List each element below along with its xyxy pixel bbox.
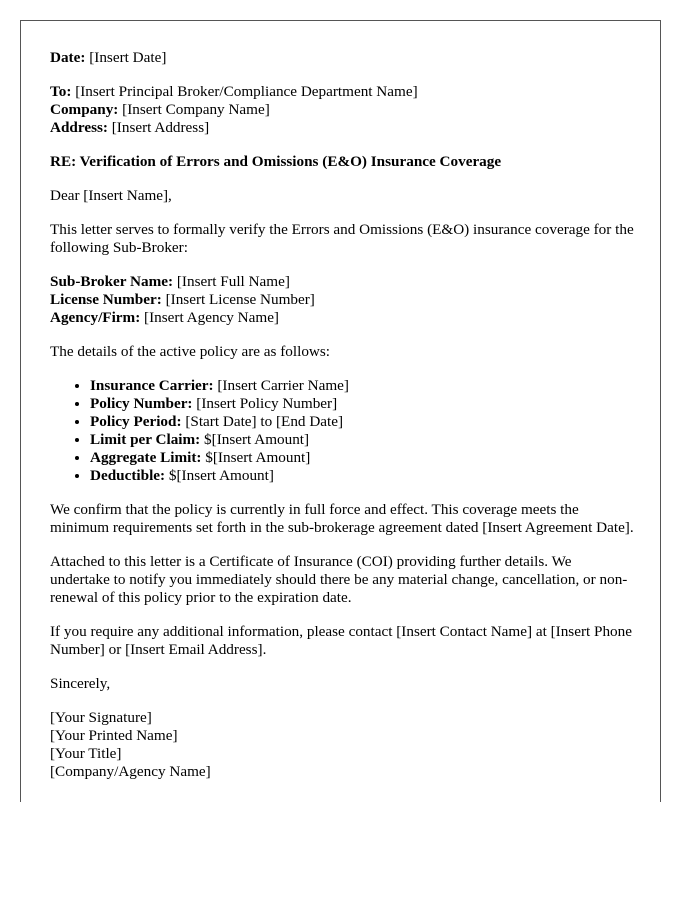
recipient-block xyxy=(50,83,635,137)
item-label: Policy Number: xyxy=(90,395,193,412)
date-line xyxy=(50,49,635,67)
item-value: $[Insert Amount] xyxy=(168,467,274,484)
printed-name-line: [Your Printed Name] xyxy=(50,727,178,744)
item-value: [Insert Carrier Name] xyxy=(217,377,349,394)
list-item xyxy=(90,449,635,467)
list-item xyxy=(90,467,635,485)
agency-firm-value: [Insert Agency Name] xyxy=(144,309,279,326)
intro-paragraph: This letter serves to formally verify the Errors and Omissions (E&O) insurance coverage for the following Sub-Broker: xyxy=(50,221,634,256)
company-value: [Insert Company Name] xyxy=(122,101,270,118)
list-item xyxy=(90,431,635,449)
salutation: Dear [Insert Name], xyxy=(50,187,172,204)
sub-broker-name-line xyxy=(50,273,635,291)
letter-body xyxy=(50,49,635,781)
item-value: [Start Date] to [End Date] xyxy=(185,413,344,430)
sub-broker-block xyxy=(50,273,635,327)
to-value: [Insert Principal Broker/Compliance Department Name] xyxy=(75,83,418,100)
to-label: To: xyxy=(50,83,72,100)
agency-firm-line xyxy=(50,309,635,327)
license-number-line xyxy=(50,291,635,309)
list-item xyxy=(90,413,635,431)
to-line xyxy=(50,83,635,101)
contact-paragraph: If you require any additional information, please contact [Insert Contact Name] at [Insert Phone Number] or [Insert Email Address]. xyxy=(50,623,632,658)
item-value: [Insert Policy Number] xyxy=(196,395,338,412)
signature-block xyxy=(50,709,635,781)
item-label: Aggregate Limit: xyxy=(90,449,202,466)
policy-details-list xyxy=(50,377,635,485)
list-item xyxy=(90,395,635,413)
company-agency-line: [Company/Agency Name] xyxy=(50,763,211,780)
company-label: Company: xyxy=(50,101,119,118)
title-line: [Your Title] xyxy=(50,745,122,762)
closing: Sincerely, xyxy=(50,675,111,692)
letter-page xyxy=(20,20,661,802)
item-label: Policy Period: xyxy=(90,413,182,430)
address-value: [Insert Address] xyxy=(111,119,210,136)
confirm-paragraph: We confirm that the policy is currently in full force and effect. This coverage meets the minimum requirements set forth in the sub-brokerage agreement dated [Insert Agreement Date]. xyxy=(50,501,634,536)
item-label: Limit per Claim: xyxy=(90,431,201,448)
address-line xyxy=(50,119,635,137)
date-label: Date: xyxy=(50,49,86,66)
company-line xyxy=(50,101,635,119)
attached-paragraph: Attached to this letter is a Certificate of Insurance (COI) providing further details. We undertake to notify you immediately should there be any material change, cancellation, or non-renewal of this policy prior to the expiration date. xyxy=(50,553,628,606)
item-value: $[Insert Amount] xyxy=(204,431,310,448)
item-value: $[Insert Amount] xyxy=(205,449,311,466)
subject-text: RE: Verification of Errors and Omissions (E&O) Insurance Coverage xyxy=(50,153,502,170)
item-label: Insurance Carrier: xyxy=(90,377,214,394)
signature-line: [Your Signature] xyxy=(50,709,152,726)
license-number-value: [Insert License Number] xyxy=(165,291,315,308)
license-number-label: License Number: xyxy=(50,291,162,308)
date-value: [Insert Date] xyxy=(89,49,167,66)
item-label: Deductible: xyxy=(90,467,166,484)
sub-broker-name-label: Sub-Broker Name: xyxy=(50,273,174,290)
address-label: Address: xyxy=(50,119,108,136)
sub-broker-name-value: [Insert Full Name] xyxy=(176,273,290,290)
agency-firm-label: Agency/Firm: xyxy=(50,309,141,326)
subject-line xyxy=(50,153,635,171)
list-item xyxy=(90,377,635,395)
policy-intro: The details of the active policy are as follows: xyxy=(50,343,331,360)
